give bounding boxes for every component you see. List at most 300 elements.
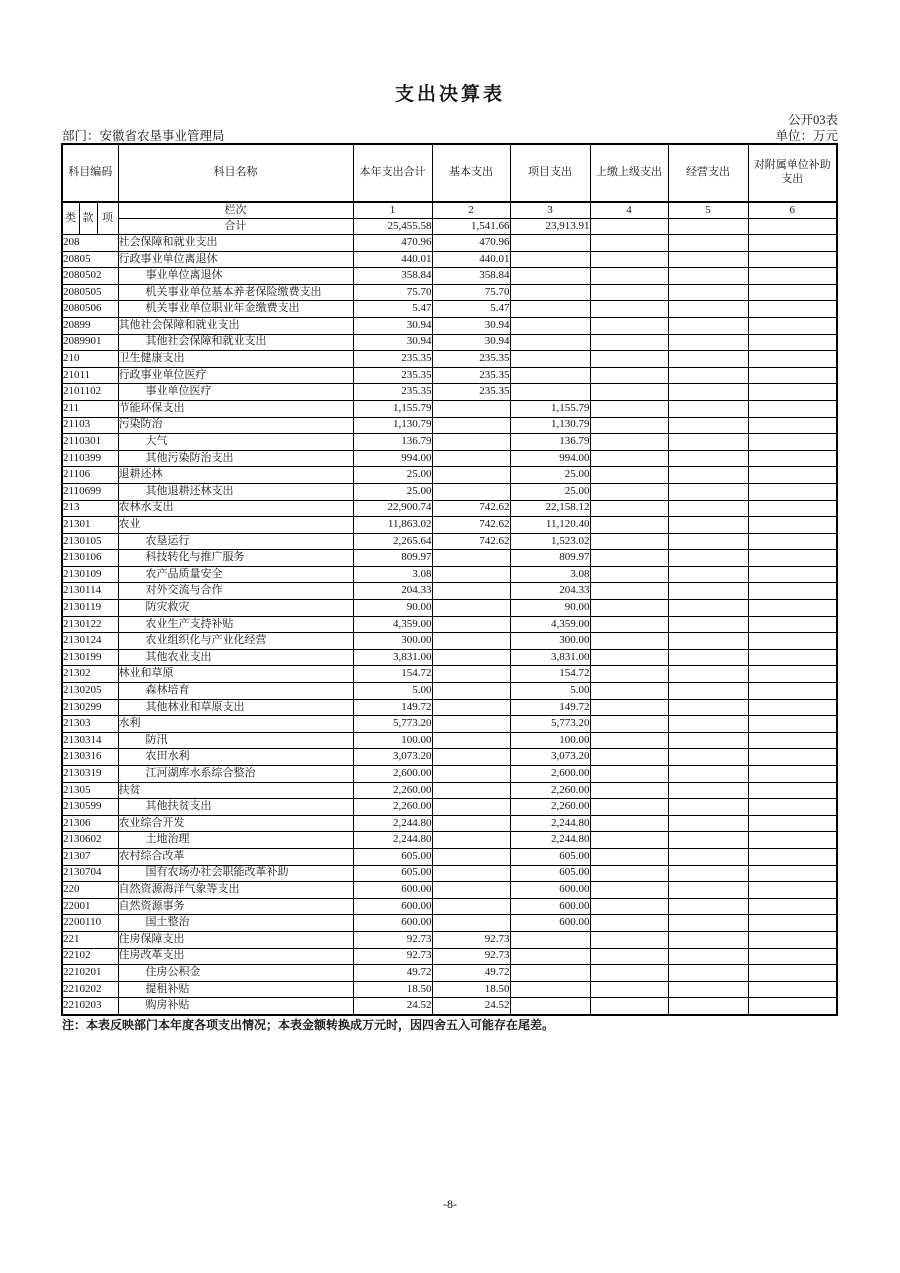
row-name: 水利 [118,716,353,733]
row-value [668,334,748,351]
row-value [432,799,510,816]
row-name: 退耕还林 [118,467,353,484]
row-value: 3.08 [510,566,590,583]
row-name: 对外交流与合作 [118,583,353,600]
table-row [62,351,837,368]
row-value: 149.72 [510,699,590,716]
row-code: 2130205 [62,683,118,700]
row-value [748,981,837,998]
row-code: 221 [62,931,118,948]
table-row [62,566,837,583]
column-index-3: 3 [510,202,590,219]
table-row [62,251,837,268]
row-value: 92.73 [353,948,432,965]
row-code: 21103 [62,417,118,434]
row-code: 2110301 [62,434,118,451]
row-value [432,898,510,915]
table-row [62,235,837,252]
total-value-2: 1,541.66 [432,219,510,235]
row-value [668,799,748,816]
header-code-sub-xiang: 项 [97,202,118,235]
row-value: 5.47 [432,301,510,318]
row-value [668,450,748,467]
row-value [590,649,668,666]
row-value [590,268,668,285]
row-value: 1,130.79 [353,417,432,434]
row-name: 住房公积金 [118,965,353,982]
row-name: 其他退耕还林支出 [118,483,353,500]
row-value: 1,523.02 [510,533,590,550]
row-value [748,384,837,401]
row-value [590,384,668,401]
row-value: 90.00 [510,600,590,617]
row-value [510,931,590,948]
row-value: 92.73 [353,931,432,948]
row-value: 18.50 [432,981,510,998]
row-value: 235.35 [432,351,510,368]
row-value [432,566,510,583]
row-value [432,815,510,832]
row-code: 22001 [62,898,118,915]
row-value [748,317,837,334]
row-name: 住房保障支出 [118,931,353,948]
row-value: 440.01 [432,251,510,268]
row-code: 2089901 [62,334,118,351]
column-index-5: 5 [668,202,748,219]
row-name: 农垦运行 [118,533,353,550]
row-value [748,915,837,932]
table-row [62,848,837,865]
row-value [748,284,837,301]
row-value: 75.70 [432,284,510,301]
row-value [748,400,837,417]
table-row [62,915,837,932]
row-value [668,848,748,865]
row-value: 90.00 [353,600,432,617]
row-value [668,965,748,982]
row-value [748,898,837,915]
row-value: 235.35 [432,367,510,384]
row-code: 21301 [62,517,118,534]
row-value: 358.84 [432,268,510,285]
row-value [590,351,668,368]
row-code: 20805 [62,251,118,268]
row-value [668,550,748,567]
meta-row [62,126,838,144]
row-value: 742.62 [432,517,510,534]
row-value [590,931,668,948]
total-value-5 [668,219,748,235]
row-code: 2130602 [62,832,118,849]
row-value [590,566,668,583]
row-value [590,483,668,500]
row-code: 21307 [62,848,118,865]
row-value [590,500,668,517]
row-code: 2080502 [62,268,118,285]
row-value [748,517,837,534]
row-value [590,732,668,749]
table-row [62,417,837,434]
total-value-3: 23,913.91 [510,219,590,235]
row-value [432,782,510,799]
row-value [748,583,837,600]
row-value [432,417,510,434]
row-value [748,301,837,318]
row-name: 防灾救灾 [118,600,353,617]
row-name: 其他污染防治支出 [118,450,353,467]
row-value [748,334,837,351]
row-value [590,716,668,733]
row-name: 防汛 [118,732,353,749]
row-value: 22,158.12 [510,500,590,517]
row-value: 3.08 [353,566,432,583]
row-value: 11,120.40 [510,517,590,534]
header-name: 科目名称 [118,144,353,202]
row-value [748,649,837,666]
row-value [668,716,748,733]
row-value [510,334,590,351]
row-name: 国有农场办社会职能改革补助 [118,865,353,882]
row-name: 污染防治 [118,417,353,434]
table-row [62,666,837,683]
row-value: 18.50 [353,981,432,998]
row-code: 22102 [62,948,118,965]
row-value: 742.62 [432,533,510,550]
row-value: 2,244.80 [353,815,432,832]
table-row [62,550,837,567]
row-value [748,848,837,865]
row-value [668,533,748,550]
table-row [62,948,837,965]
row-name: 行政事业单位医疗 [118,367,353,384]
row-value [748,732,837,749]
row-value [590,434,668,451]
row-value [432,616,510,633]
row-name: 其他社会保障和就业支出 [118,317,353,334]
row-value [432,583,510,600]
row-value: 2,244.80 [353,832,432,849]
row-value [668,400,748,417]
row-value [668,699,748,716]
row-name: 其他农业支出 [118,649,353,666]
row-value: 600.00 [353,882,432,899]
row-value: 809.97 [510,550,590,567]
row-name: 农业生产支持补贴 [118,616,353,633]
row-value [748,600,837,617]
row-value: 235.35 [353,384,432,401]
row-value: 24.52 [353,998,432,1015]
row-name: 购房补贴 [118,998,353,1015]
row-value: 605.00 [510,865,590,882]
row-value [590,832,668,849]
table-row [62,268,837,285]
row-value: 5.00 [353,683,432,700]
row-value: 235.35 [353,351,432,368]
row-value [668,766,748,783]
row-value [590,517,668,534]
row-value [668,251,748,268]
row-name: 自然资源海洋气象等支出 [118,882,353,899]
row-value [432,699,510,716]
row-value: 3,073.20 [510,749,590,766]
row-value: 2,260.00 [353,782,432,799]
table-row [62,583,837,600]
row-value: 25.00 [353,467,432,484]
department-label: 部门：安徽省农垦事业管理局 [62,129,225,143]
row-name: 机关事业单位职业年金缴费支出 [118,301,353,318]
column-index-2: 2 [432,202,510,219]
row-value [748,235,837,252]
row-value [590,848,668,865]
row-value [590,633,668,650]
row-value: 30.94 [353,317,432,334]
row-value [668,998,748,1015]
row-value: 600.00 [510,898,590,915]
row-value [668,301,748,318]
row-value: 92.73 [432,931,510,948]
row-code: 2130704 [62,865,118,882]
row-value [432,600,510,617]
row-name: 科技转化与推广服务 [118,550,353,567]
row-value [590,882,668,899]
row-value: 30.94 [353,334,432,351]
row-value [748,483,837,500]
row-value [432,732,510,749]
row-value: 809.97 [353,550,432,567]
row-value: 49.72 [353,965,432,982]
row-name: 社会保障和就业支出 [118,235,353,252]
row-value [590,915,668,932]
row-value [590,550,668,567]
row-name: 事业单位离退休 [118,268,353,285]
row-value [590,981,668,998]
row-value [748,351,837,368]
row-value: 4,359.00 [510,616,590,633]
header-col-4: 上缴上级支出 [590,144,668,202]
row-value: 600.00 [353,898,432,915]
row-code: 2210201 [62,965,118,982]
table-row [62,882,837,899]
row-value [668,317,748,334]
total-value-4 [590,219,668,235]
row-value [748,268,837,285]
row-code: 2210202 [62,981,118,998]
row-name: 卫生健康支出 [118,351,353,368]
header-row-lanci [62,202,837,219]
row-value: 470.96 [432,235,510,252]
row-value: 300.00 [353,633,432,650]
row-value [748,716,837,733]
header-code-sub-kuan: 款 [79,202,97,235]
row-value [748,865,837,882]
row-value [668,815,748,832]
table-body [62,235,837,1015]
row-value [432,749,510,766]
table-row [62,367,837,384]
page-title: 支出决算表 [394,84,505,105]
table-row [62,981,837,998]
row-name: 住房改革支出 [118,948,353,965]
header-col-2: 基本支出 [432,144,510,202]
row-code: 2130105 [62,533,118,550]
table-row [62,965,837,982]
row-code: 21305 [62,782,118,799]
row-value [748,749,837,766]
row-value: 204.33 [353,583,432,600]
header-col-6: 对附属单位补助支出 [748,144,837,202]
row-value: 600.00 [510,915,590,932]
row-value [590,533,668,550]
table-row [62,716,837,733]
row-value [590,782,668,799]
row-value: 92.73 [432,948,510,965]
row-value: 100.00 [510,732,590,749]
row-value [432,633,510,650]
row-value [590,699,668,716]
row-code: 2210203 [62,998,118,1015]
table-row [62,799,837,816]
row-value [668,367,748,384]
table-row [62,815,837,832]
table-header [62,144,837,235]
row-value: 2,260.00 [510,782,590,799]
row-code: 2110399 [62,450,118,467]
row-value: 25.00 [510,467,590,484]
row-value: 5.00 [510,683,590,700]
row-value [748,666,837,683]
row-code: 211 [62,400,118,417]
row-value [668,517,748,534]
row-value [510,351,590,368]
row-value [590,284,668,301]
row-value: 1,130.79 [510,417,590,434]
row-value: 300.00 [510,633,590,650]
row-value [668,583,748,600]
row-name: 森林培育 [118,683,353,700]
row-value [590,683,668,700]
table-row [62,600,837,617]
row-value [432,400,510,417]
row-value: 605.00 [510,848,590,865]
row-code: 220 [62,882,118,899]
row-value [432,434,510,451]
row-value: 470.96 [353,235,432,252]
table-row [62,782,837,799]
row-value: 49.72 [432,965,510,982]
row-value: 1,155.79 [353,400,432,417]
row-value [748,450,837,467]
row-value: 1,155.79 [510,400,590,417]
row-value [668,898,748,915]
row-name: 扶贫 [118,782,353,799]
row-code: 2130599 [62,799,118,816]
row-name: 农业组织化与产业化经营 [118,633,353,650]
row-value [590,235,668,252]
table-row [62,998,837,1015]
row-name: 自然资源事务 [118,898,353,915]
table-row [62,334,837,351]
row-value: 2,265.64 [353,533,432,550]
row-code: 20899 [62,317,118,334]
row-code: 2130119 [62,600,118,617]
row-value [590,583,668,600]
row-name: 大气 [118,434,353,451]
row-code: 2130299 [62,699,118,716]
row-value [748,782,837,799]
row-value: 5.47 [353,301,432,318]
row-value: 2,600.00 [353,766,432,783]
row-value [668,417,748,434]
row-code: 213 [62,500,118,517]
row-value: 25.00 [353,483,432,500]
row-value [668,284,748,301]
table-row [62,931,837,948]
header-code: 科目编码 [62,144,118,202]
table-row [62,284,837,301]
row-value: 3,831.00 [510,649,590,666]
row-value: 154.72 [510,666,590,683]
table-row [62,301,837,318]
row-value [668,882,748,899]
row-value [510,251,590,268]
row-value: 600.00 [510,882,590,899]
row-value: 136.79 [510,434,590,451]
row-value [510,301,590,318]
row-name: 行政事业单位离退休 [118,251,353,268]
row-value [748,766,837,783]
row-name: 其他扶贫支出 [118,799,353,816]
row-name: 土地治理 [118,832,353,849]
row-value: 100.00 [353,732,432,749]
row-value [668,467,748,484]
row-value [590,450,668,467]
row-value [748,417,837,434]
row-code: 2130199 [62,649,118,666]
row-code: 21011 [62,367,118,384]
row-value: 149.72 [353,699,432,716]
total-value-6 [748,219,837,235]
row-name: 农田水利 [118,749,353,766]
row-value [432,550,510,567]
row-code: 21302 [62,666,118,683]
row-name: 农村综合改革 [118,848,353,865]
row-value [510,981,590,998]
row-name: 事业单位医疗 [118,384,353,401]
row-value [748,948,837,965]
table-row [62,533,837,550]
row-value [590,998,668,1015]
row-value [668,351,748,368]
row-value [668,633,748,650]
row-value [748,832,837,849]
row-name: 提租补贴 [118,981,353,998]
row-value: 994.00 [353,450,432,467]
row-code: 2110699 [62,483,118,500]
row-code: 208 [62,235,118,252]
row-value [668,268,748,285]
row-code: 2130124 [62,633,118,650]
row-value: 204.33 [510,583,590,600]
row-value [748,633,837,650]
row-value [510,367,590,384]
row-value [432,649,510,666]
row-value: 30.94 [432,317,510,334]
row-code: 2200110 [62,915,118,932]
total-label: 合计 [118,219,353,235]
row-code: 21303 [62,716,118,733]
table-row [62,683,837,700]
row-value [590,965,668,982]
